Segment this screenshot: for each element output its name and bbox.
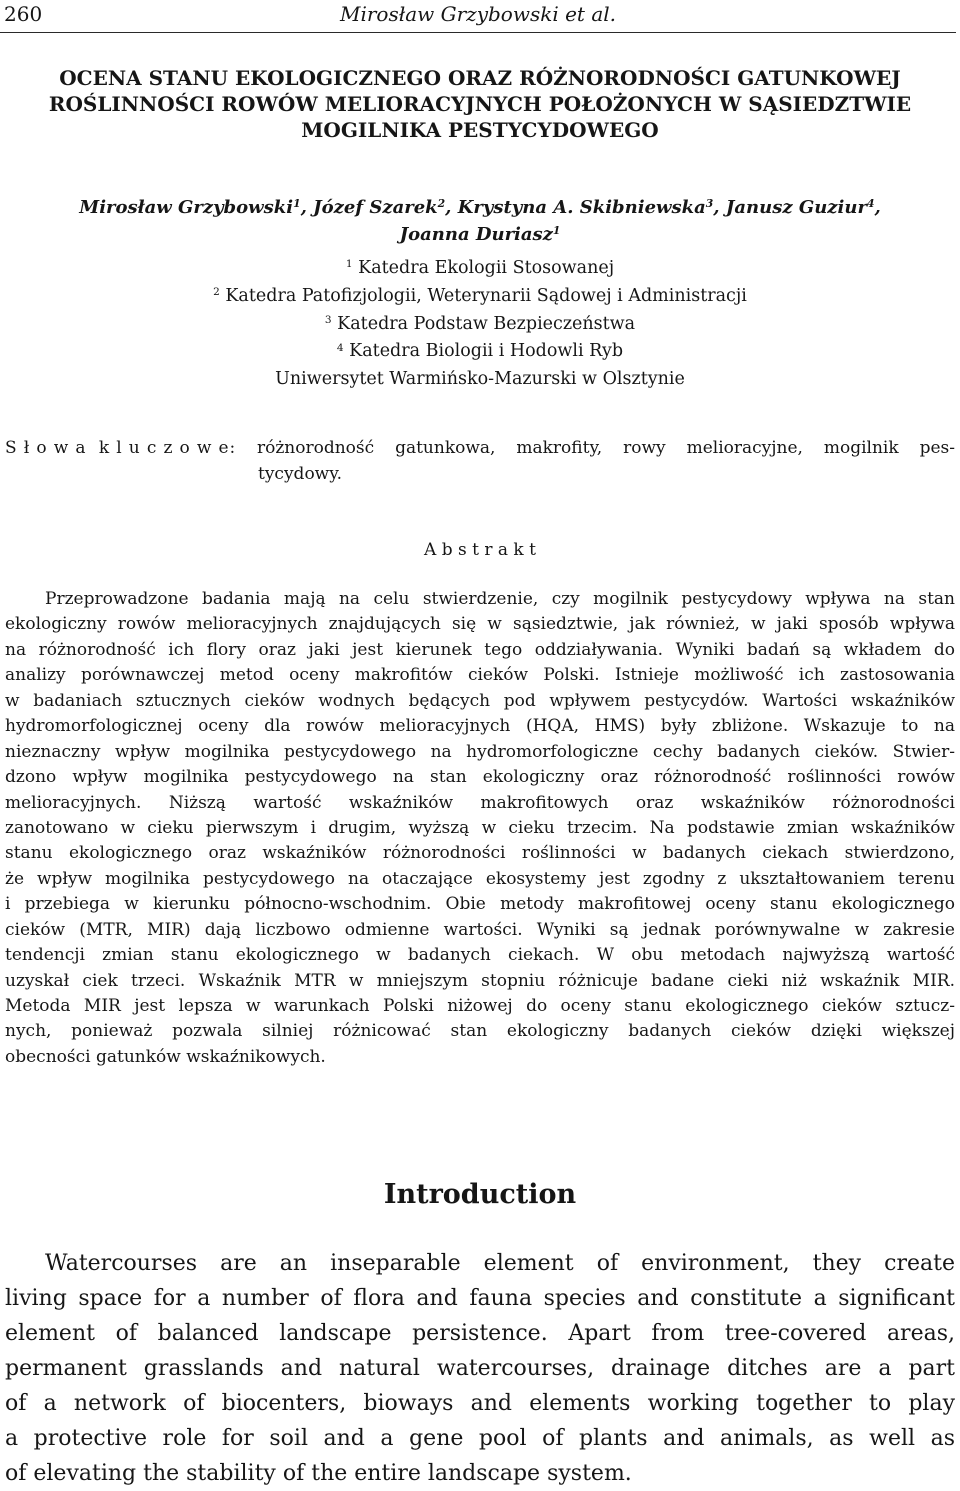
author-affiliation-mark: 1	[293, 197, 301, 211]
author-line	[0, 195, 960, 222]
abstract-line: uzyskał ciek trzeci. Wskaźnik MTR w mniejszym stopniu różnicuje badane cieki niż wskaźnik MIR.	[5, 970, 955, 991]
affiliation-text: Katedra Podstaw Bezpieczeństwa	[337, 313, 636, 334]
affiliation-text: Katedra Patofizjologii, Weterynarii Sądowej i Administracji	[225, 285, 747, 306]
university-name: Uniwersytet Warmińsko-Mazurski w Olsztynie	[275, 369, 685, 390]
title-line: ROŚLINNOŚCI ROWÓW MELIORACYJNYCH POŁOŻONYCH W SĄSIEDZTWIE	[48, 92, 912, 116]
introduction-line: of a network of biocenters, bioways and elements working together to play	[5, 1391, 955, 1416]
abstract-line: cieków (MTR, MIR) dają liczbowo odmienne wartości. Wyniki są jednak porównywalne w zakresie	[5, 919, 955, 940]
abstract-line: na różnorodność ich flory oraz jaki jest kierunek tego oddziaływania. Wyniki badań są wkładem do	[5, 639, 955, 660]
abstract-body	[5, 587, 955, 1070]
author-list	[0, 195, 960, 249]
affiliation-item	[0, 284, 960, 312]
affiliation-mark: 4	[336, 341, 344, 354]
abstract-line: nych, ponieważ pozwala silniej różnicować stan ekologiczny badanych cieków dzięki większej	[5, 1021, 955, 1042]
introduction-body	[5, 1246, 955, 1491]
running-title: Mirosław Grzybowski et al.	[340, 2, 617, 26]
keywords-line	[5, 435, 955, 461]
abstract-line: analizy porównawczej metod oceny makrofitów cieków Polski. Istnieje możliwość ich zastosowania	[5, 665, 955, 686]
introduction-line: living space for a number of flora and fauna species and constitute a significant	[5, 1286, 955, 1311]
abstract-line: zanotowano w cieku pierwszym i drugim, wyższą w cieku trzecim. Na podstawie zmian wskaźników	[5, 817, 955, 838]
keywords-text: tycydowy.	[258, 464, 342, 484]
affiliation-item	[0, 256, 960, 284]
affiliation-text: Katedra Biologii i Hodowli Ryb	[349, 341, 624, 362]
affiliation-item	[0, 312, 960, 340]
introduction-line: permanent grasslands and natural watercourses, drainage ditches are a part	[5, 1356, 955, 1381]
abstract-line: stanu ekologicznego oraz wskaźników różnorodności roślinności w badanych ciekach stwierdzono,	[5, 843, 955, 864]
introduction-line: element of balanced landscape persistence. Apart from tree-covered areas,	[5, 1321, 955, 1346]
abstract-line: melioracyjnych. Niższą wartość wskaźników makrofitowych oraz wskaźników różnorodności	[5, 792, 955, 813]
page-number: 260	[4, 2, 43, 26]
abstract-line: dzono wpływ mogilnika pestycydowego na stan ekologiczny oraz różnorodność roślinności rowów	[5, 767, 955, 788]
author-affiliation-mark: 4	[866, 197, 875, 211]
introduction-line: Watercourses are an inseparable element of environment, they create	[45, 1251, 955, 1276]
affiliation-item	[0, 339, 960, 367]
author-separator: ,	[713, 197, 720, 218]
section-heading-introduction: Introduction	[383, 1179, 577, 1210]
affiliation-mark: 3	[324, 313, 332, 326]
title-line: MOGILNIKA PESTYCYDOWEGO	[301, 118, 659, 142]
abstract-line: hydromorfologicznej oceny dla rowów melioracyjnych (HQA, HMS) były zbliżone. Wskazuje to na	[5, 716, 955, 737]
keywords	[5, 435, 955, 487]
header-rule	[0, 32, 956, 33]
keywords-text: różnorodność gatunkowa, makrofity, rowy melioracyjne, mogilnik pes-	[256, 438, 955, 458]
keywords-label: S ł o w a k l u c z o w e:	[5, 438, 237, 458]
keywords-line	[5, 461, 955, 487]
author-name: Józef Szarek	[313, 197, 438, 218]
author-name: Janusz Guziur	[725, 197, 867, 218]
abstract-line: ekologiczny rowów melioracyjnych znajdujących się w sąsiedztwie, jak również, w jaki sposób wpływa	[5, 614, 955, 635]
introduction-line: a protective role for soil and a gene pool of plants and animals, as well as	[5, 1426, 955, 1451]
abstract-line: nieznaczny wpływ mogilnika pestycydowego na hydromorfologiczne cechy badanych cieków. Stwier-	[5, 741, 955, 762]
abstract-heading: A b s t r a k t	[424, 540, 536, 560]
abstract-line: że wpływ mogilnika pestycydowego na otaczające ekosystemy jest zgodny z ukształtowaniem terenu	[5, 868, 955, 889]
affiliation-mark: 2	[213, 286, 220, 299]
abstract-line: w badaniach sztucznych cieków wodnych będących pod wpływem pestycydów. Wartości wskaźników	[5, 690, 955, 711]
affiliation-list	[0, 256, 960, 393]
author-name: Krystyna A. Skibniewska	[457, 197, 706, 218]
author-affiliation-mark: 1	[552, 224, 561, 238]
author-separator: ,	[445, 197, 452, 218]
author-name: Mirosław Grzybowski	[79, 197, 294, 218]
author-line	[0, 222, 960, 249]
affiliation-text: Katedra Ekologii Stosowanej	[358, 258, 615, 278]
abstract-line: i przebiega w kierunku północno-wschodnim. Obie metody makrofitowej oceny stanu ekologicznego	[5, 894, 955, 915]
author-separator: ,	[874, 197, 881, 218]
paper-title	[0, 65, 960, 143]
title-line: OCENA STANU EKOLOGICZNEGO ORAZ RÓŻNORODNOŚCI GATUNKOWEJ	[59, 66, 901, 90]
author-affiliation-mark: 3	[705, 197, 714, 211]
abstract-line: Metoda MIR jest lepsza w warunkach Polski niżowej do oceny stanu ekologicznego cieków sztucz-	[5, 996, 955, 1016]
author-separator: ,	[300, 197, 307, 218]
abstract-line: tendencji zmian stanu ekologicznego w badanych ciekach. W obu metodach najwyższą wartość	[5, 945, 955, 966]
abstract-line: obecności gatunków wskaźnikowych.	[5, 1046, 326, 1067]
abstract-line: Przeprowadzone badania mają na celu stwierdzenie, czy mogilnik pestycydowy wpływa na stan	[45, 589, 955, 609]
affiliation-mark: 1	[345, 258, 353, 271]
author-name: Joanna Duriasz	[399, 224, 553, 245]
introduction-line: of elevating the stability of the entire landscape system.	[5, 1461, 632, 1486]
author-affiliation-mark: 2	[437, 197, 446, 211]
